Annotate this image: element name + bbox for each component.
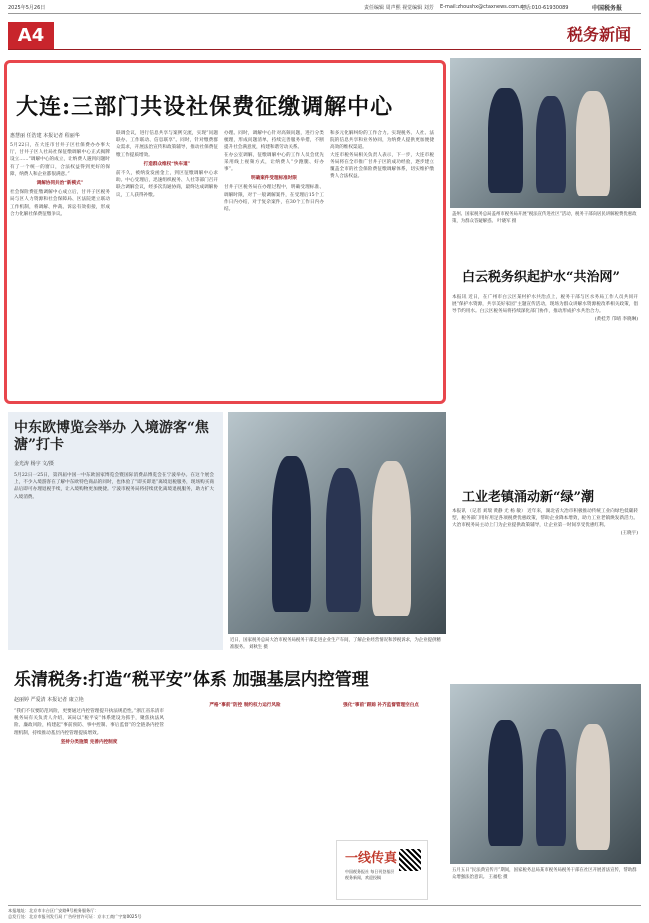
lead-paragraph: 前不久，被纳发发函金上，到区征缴调解中心求助。中心受理后，迅速组织税务、人社等部门召开联合调解会议，经多次沟通协商，最终达成调解协议，工人获得补缴。 [116,171,218,198]
lead-headline: 大连:三部门共设社保费征缴调解中心 [16,94,394,120]
article3-body: 5月22日一25日，第四届中国一中东欧国家博览会暨国际消费品博览会在宁波举办。在这个展会上，不少入境游客在了解中东欧特色商品的同时，也体验了“即买即退”离境退税服务，现场购买商品后即可办理退税手续，让入境购物更加便捷。宁波市税务局将持续优化离境退税服务，助力扩大入境消费。 [14,473,214,500]
article4-credit: (王晓宇) [620,530,638,536]
factory-photo [228,412,446,634]
article5-subhead: 强化“事前”跟踪 补齐监督管理空白点 [343,703,419,708]
photo-credit: 王福松 摄 [488,874,508,880]
lead-byline: 惠慧丽 任浩建 本报记者 程丽华 [10,133,80,139]
footer-line: 本报地址：北京市丰台区广安路9号税务服务厅： [8,908,99,913]
photo-credit: 刘秋生 摄 [248,644,268,650]
law-promo-caption: 五月五日“民法典宣传月”期间，国家税务总局某市税务局税务干部在社区开展普法宣传，帮助群众增强法治意识。 王福松 摄 [452,868,637,880]
factory-photo-caption: 近日，国家税务总局大冶市税务局税务干部走进企业生产车间，了解企业经营情况和涉税诉求，为企业提供精准服务。 刘秋生 摄 [230,638,441,650]
qr-code-icon [399,849,421,871]
lead-subhead: 调解协同共治“新模式” [36,181,84,187]
lead-paragraph: 和多元化解纠纷的工作合力。实现税务、人社、法院的信息共享和业务协同，为纳费人提供更加便捷高效的维权渠道。 [330,131,434,151]
article5-subhead: 严格“事前”防控 制约权力运行风险 [209,703,281,708]
lead-paragraph: 办理。同时，调解中心针对高频问题，进行分类梳理，形成问题清单，持续完善服务举措，不断提升社会满意度，构建和谐劳动关系。 [224,131,324,151]
lead-column-4 [330,130,434,400]
promo-box [336,840,428,900]
lead-column-2 [116,130,218,400]
section-title: 税务新闻 [566,25,631,44]
contact-email: E-mail:zhoushx@ctaxnews.com.cn [440,4,527,10]
article4-headline: 工业老镇涌动新“绿”潮 [462,490,594,505]
law-promo-photo [450,684,641,864]
photo-credit: 叶晓军 摄 [497,218,517,224]
paper-name: 中国税务报 [592,5,623,12]
article2-headline: 白云税务织起护水“共治网” [462,270,620,285]
promo-brand: 一线传真 [345,851,398,866]
lead-paragraph: 社会保险费征缴调解中心成立后，甘井子区税务局与区人力资源和社会保障局、区法院建立联动工作机制，将调解、仲裁、诉讼有效衔接，形成合力化解社保费征缴争议。 [10,190,110,217]
article5-headline: 乐清税务:打造“税平安”体系 加强基层内控管理 [14,670,369,690]
lead-paragraph: 联调会议，进行信息共享与案例交流，实现“问题联办、工作联动、信息联享”。同时，针对缴费群众需求，开展法治宣传和政策辅导，推动社保费征缴工作提质增效。 [116,131,218,158]
lead-paragraph: 甘井子区税务局在办理过程中，明确受理标准、调解时限，对于一般调解案件，在受理后15个工作日内办结，对于复杂案件，在30个工作日内办结。 [224,185,324,213]
article4-body: 本报讯 （记者 刘瑞 黄静 尤 杨 敏） 近年来，湖北省大冶市积极推动传统工业向绿色低碳转型，税务部门用好用足各项税费优惠政策，帮助企业降本增效，助力工业老镇焕发新活力。大冶市税务局主动上门为企业提供政策辅导，让企业第一时间享受优惠红利。 (王晓宇) [452,509,638,536]
lead-subhead: 明确案件受理标准时限 [251,176,297,182]
header-divider [8,49,641,50]
lead-paragraph: 5月22日，在大连市甘井子区社保费办办事大厅，甘井子区人社局社保征缴调解中心正式揭牌设立……“调解中心的成立，让纳费人遇到问题时有了一个统一的窗口，合法权益得到更好的保障，纳费人和企业都很满意。” [10,143,110,177]
lead-column-1 [10,142,110,400]
article2-body: 本报讯 近日，在广州市白云区某村护水共治点上，税务干部与区水务局工作人员共同开展“保护水资源，共享美好家园”主题宣传活动，现场为群众讲解水资源税改革相关政策，倡导节约用水。白云区税务局将持续深化部门协作，推动形成护水共治合力。 (黄桂芳 邝晴 李晓琳) [452,295,638,322]
article3-byline: 金光涛 杨宇 文/摄 [14,461,54,467]
footer-line: 总发行处：北京市报刊发行局 广告经营许可证：京丰工商广字第0025号 [8,914,142,919]
article5-column-3 [326,700,436,830]
contact-phone: 电话:010-61930089 [520,5,569,11]
top-divider [8,13,641,14]
page-number: A4 [8,22,54,50]
lead-column-3 [224,130,324,400]
page-footer [8,905,641,920]
lead-paragraph: 在办公室调解，征缴调解中心的工作人员会优先采用线上视频方式，让纳费人“少跑腿、好办事”。 [224,152,324,173]
article5-subhead: 坚持分类施策 完善内控制度 [60,739,118,745]
editors-credit: 责任编辑 周声熙 视觉编辑 刘芳 [364,5,434,11]
community-photo-caption: 盖州、国家税务总局盖州市税务局开展“税法宣传进社区”活动，税务干部向居民讲解税费优惠政策，为群众答疑解惑。 叶晓军 摄 [452,212,637,224]
community-photo [450,58,641,208]
article2-credit: (黄桂芳 邝晴 李晓琳) [594,316,638,322]
article5-column-1: “我们不仅要防范风险，更要通过内控管理提升执法规范性。”浙江省乐清市税务局有关负责人介绍，该局以“税平安”体系建设为抓手，聚焦执法风险、廉政风险，构建起“事前预防、事中控制、事后监督”的全链条内控管理机制，持续推动基层内控管理提质增效。 坚持分类施策 完善内控制度 [14,709,164,745]
promo-text: 中国税务报社 每日刊登基层税务新闻，欢迎投稿 [345,869,395,880]
masthead-bar [0,0,649,14]
lead-subhead: 打造群众维权“快车道” [143,161,191,167]
article3-headline: 中东欧博览会举办 入境游客“焦溏”打卡 [14,420,209,453]
issue-date: 2025年5月26日 [8,5,46,11]
lead-paragraph: 大连市税务局相关负责人表示，下一步，大连市税务局将在全市推广甘井子区的成功经验，逐步建立覆盖全市的社会保险费征缴调解体系，切实维护缴费人合法权益。 [330,152,434,180]
article5-byline: 赵丽婷 严爱清 本报记者 康立艳 [14,697,84,703]
article5-column-2 [170,700,320,898]
